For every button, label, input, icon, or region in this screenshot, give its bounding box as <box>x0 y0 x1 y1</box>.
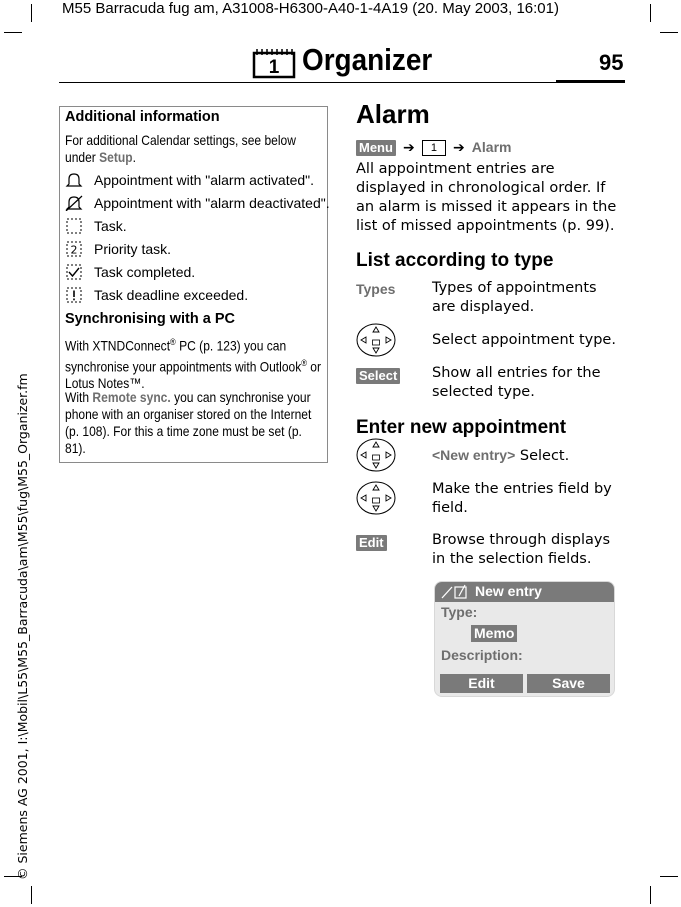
alarm-menu-item: Alarm <box>471 139 512 155</box>
menu-path <box>356 137 511 155</box>
type-label: Type: <box>441 604 478 620</box>
crop-mark <box>4 32 22 33</box>
section-title-new-appointment: Enter new appointment <box>356 417 567 438</box>
select-softkey[interactable]: Select <box>356 365 400 384</box>
navigation-key-icon[interactable] <box>356 481 396 515</box>
chapter-title: Organizer <box>302 42 433 77</box>
sync-paragraph-2: With Remote sync. you can synchronise your phone with an organiser stored on the Internet (p. 108). For this a time zone must be set (p. 81). <box>65 389 312 456</box>
info-box-intro: For additional Calendar settings, see below under Setup. <box>65 132 296 165</box>
chapter-key-label: 1 <box>268 57 280 78</box>
sidebar-path: © Siemens AG 2001, I:\Mobil\L55\M55_Barracuda\am\M55\fug\M55_Organizer.fm <box>15 373 30 880</box>
crop-mark <box>31 4 32 22</box>
task-icon <box>65 218 83 234</box>
select-description: Show all entries for the selected type. <box>432 365 601 400</box>
alarm-description: All appointment entries are displayed in chronological order. If an alarm is missed it appears in the list of missed appointments (p. 99). <box>356 161 617 234</box>
types-description: Types of appointments are displayed. <box>432 280 597 315</box>
header-rule-page <box>556 80 625 83</box>
svg-text:2: 2 <box>70 243 78 257</box>
bell-icon <box>65 172 83 188</box>
remote-sync-link[interactable]: Remote sync. <box>92 389 171 405</box>
crop-mark <box>660 32 678 33</box>
edit-softkey[interactable]: Edit <box>356 532 387 551</box>
crop-mark <box>31 886 32 904</box>
crop-mark <box>650 886 651 904</box>
crop-mark <box>660 876 678 877</box>
section-title-alarm: Alarm <box>356 99 430 129</box>
description-label: Description: <box>441 647 523 663</box>
edit-soft-button[interactable]: Edit <box>440 674 523 693</box>
phone-screen <box>434 581 615 697</box>
navigation-key-icon[interactable] <box>356 438 396 472</box>
edit-description: Browse through displays in the selection fields. <box>432 532 611 567</box>
deadline-exceeded-icon <box>65 287 83 303</box>
phone-title-bar <box>435 582 615 602</box>
icon-list-item: Appointment with "alarm deactivated". <box>94 195 330 211</box>
sync-paragraph-1: With XTNDConnect® PC (p. 123) you can synchronise your appointments with Outlook® or Lotus Notes™. <box>65 337 322 392</box>
icon-list-item: Appointment with "alarm activated". <box>94 172 315 188</box>
section-title-list: List according to type <box>356 250 554 271</box>
priority-task-icon <box>65 241 83 257</box>
type-value[interactable]: Memo <box>471 625 517 642</box>
chapter-key-icon <box>252 47 296 79</box>
phone-title: New entry <box>475 583 542 599</box>
icon-list-item: Task completed. <box>94 264 196 280</box>
task-completed-icon <box>65 264 83 280</box>
icon-list-item: Task deadline exceeded. <box>94 287 249 303</box>
new-entry-description: <New entry> Select. <box>432 447 570 464</box>
navigation-key-icon[interactable] <box>356 323 396 357</box>
crop-mark <box>650 4 651 22</box>
sync-heading: Synchronising with a PC <box>65 311 235 327</box>
new-entry-label: <New entry> <box>432 447 516 463</box>
intro-text: For additional Calendar settings, see below under <box>65 132 296 165</box>
select-type-description: Select appointment type. <box>432 332 616 348</box>
page-number: 95 <box>599 50 624 75</box>
entries-description: Make the entries field by field. <box>432 481 612 516</box>
types-label: Types <box>356 281 396 297</box>
icon-list-item: Priority task. <box>94 241 172 257</box>
header-rule <box>59 82 556 83</box>
arrow-icon: ➔ <box>452 140 465 156</box>
arrow-icon: ➔ <box>403 140 415 156</box>
menu-softkey[interactable]: Menu <box>356 140 396 156</box>
info-box-heading: Additional information <box>65 109 220 125</box>
running-header: M55 Barracuda fug am, A31008-H6300-A40-1-4A19 (20. May 2003, 16:01) <box>62 0 559 17</box>
new-entry-icon <box>440 584 468 604</box>
icon-list-item: Task. <box>94 218 127 234</box>
key-1-icon: 1 <box>422 140 446 156</box>
save-soft-button[interactable]: Save <box>527 674 610 693</box>
setup-link[interactable]: Setup <box>99 149 133 165</box>
bell-crossed-icon <box>65 195 83 211</box>
